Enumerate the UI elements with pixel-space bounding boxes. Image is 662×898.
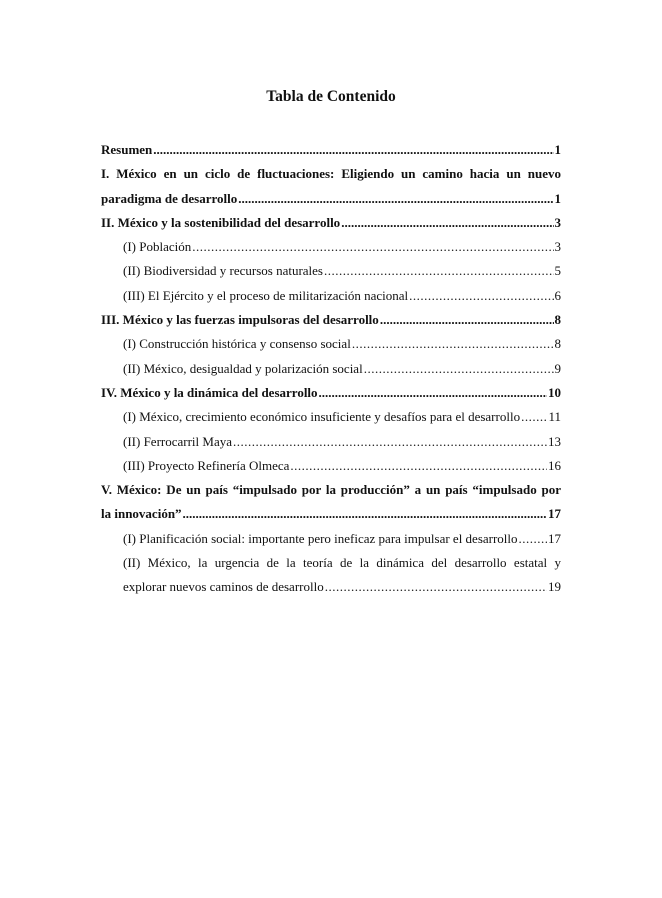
toc-entry-section-4[interactable] bbox=[101, 381, 561, 405]
toc-entry-text: (II) Ferrocarril Maya bbox=[123, 433, 232, 449]
toc-page-number: 11 bbox=[548, 409, 561, 425]
toc-page-number: 6 bbox=[554, 287, 561, 303]
dot-leader bbox=[519, 527, 547, 551]
dot-leader bbox=[192, 235, 553, 259]
table-of-contents bbox=[101, 138, 561, 600]
dot-leader bbox=[238, 187, 553, 211]
toc-entry-4-2[interactable] bbox=[101, 430, 561, 454]
dot-leader bbox=[153, 138, 553, 162]
toc-entry-5-2[interactable] bbox=[101, 575, 561, 599]
toc-entry-2-2[interactable] bbox=[101, 259, 561, 283]
toc-entry-text: IV. México y la dinámica del desarrollo bbox=[101, 384, 318, 400]
toc-entry-5-1[interactable] bbox=[101, 527, 561, 551]
toc-page-number: 16 bbox=[548, 457, 561, 473]
dot-leader bbox=[183, 502, 547, 526]
toc-page-number: 1 bbox=[554, 142, 561, 157]
toc-page-number: 8 bbox=[554, 336, 561, 352]
toc-entry-4-1[interactable] bbox=[101, 405, 561, 429]
toc-entry-text: (I) Construcción histórica y consenso social bbox=[123, 336, 351, 352]
dot-leader bbox=[341, 211, 553, 235]
toc-entry-text: paradigma de desarrollo bbox=[101, 190, 238, 206]
toc-entry-section-2[interactable] bbox=[101, 211, 561, 235]
toc-entry-text: (III) Proyecto Refinería Olmeca bbox=[123, 457, 290, 473]
toc-page-number: 9 bbox=[554, 360, 561, 376]
toc-entry-text: (II) México, desigualdad y polarización social bbox=[123, 360, 363, 376]
toc-entry-text: (I) Población bbox=[123, 239, 192, 255]
toc-entry-text: II. México y la sostenibilidad del desarrollo bbox=[101, 214, 341, 230]
dot-leader bbox=[324, 259, 554, 283]
dot-leader bbox=[319, 381, 547, 405]
toc-entry-5-2-first-line[interactable]: (II) México, la urgencia de la teoría de la dinámica del desarrollo estatal y bbox=[123, 555, 561, 571]
dot-leader bbox=[352, 332, 554, 356]
dot-leader bbox=[233, 430, 547, 454]
dot-leader bbox=[364, 357, 554, 381]
toc-entry-section-5-first-line[interactable]: V. México: De un país “impulsado por la producción” a un país “impulsado por bbox=[101, 482, 561, 498]
toc-entry-section-1[interactable] bbox=[101, 187, 561, 211]
dot-leader bbox=[409, 284, 553, 308]
toc-entry-section-3[interactable] bbox=[101, 308, 561, 332]
dot-leader bbox=[521, 405, 547, 429]
toc-page-number: 19 bbox=[548, 579, 561, 595]
toc-entry-3-1[interactable] bbox=[101, 332, 561, 356]
toc-entry-text: explorar nuevos caminos de desarrollo bbox=[123, 579, 324, 595]
toc-page-number: 1 bbox=[554, 190, 561, 206]
toc-entry-section-1-first-line[interactable]: I. México en un ciclo de fluctuaciones: Eligiendo un camino hacia un nuevo bbox=[101, 166, 561, 182]
toc-entry-text: (II) Biodiversidad y recursos naturales bbox=[123, 263, 323, 279]
toc-entry-resumen[interactable] bbox=[101, 138, 561, 162]
toc-page-number: 17 bbox=[548, 506, 561, 522]
toc-entry-2-3[interactable] bbox=[101, 284, 561, 308]
toc-entry-text: (III) El Ejército y el proceso de militarización nacional bbox=[123, 287, 409, 303]
dot-leader bbox=[325, 575, 547, 599]
toc-entry-text: III. México y las fuerzas impulsoras del desarrollo bbox=[101, 312, 379, 328]
toc-page-number: 17 bbox=[548, 530, 561, 546]
toc-page-number: 5 bbox=[554, 263, 561, 279]
toc-entry-text: (I) Planificación social: importante pero ineficaz para impulsar el desarrollo bbox=[123, 530, 518, 546]
dot-leader bbox=[290, 454, 547, 478]
toc-entry-text: (I) México, crecimiento económico insuficiente y desafíos para el desarrollo bbox=[123, 409, 521, 425]
toc-page-number: 10 bbox=[548, 384, 561, 400]
toc-entry-4-3[interactable] bbox=[101, 454, 561, 478]
toc-entry-3-2[interactable] bbox=[101, 357, 561, 381]
page-title: Tabla de Contenido bbox=[266, 88, 396, 105]
toc-entry-text: la innovación” bbox=[101, 506, 182, 522]
toc-page-number: 3 bbox=[554, 239, 561, 255]
toc-page-number: 13 bbox=[548, 433, 561, 449]
toc-entry-text: Resumen bbox=[101, 142, 153, 157]
dot-leader bbox=[380, 308, 554, 332]
toc-entry-section-5[interactable] bbox=[101, 502, 561, 526]
toc-page-number: 8 bbox=[554, 312, 561, 328]
toc-entry-2-1[interactable] bbox=[101, 235, 561, 259]
toc-page-number: 3 bbox=[554, 214, 561, 230]
